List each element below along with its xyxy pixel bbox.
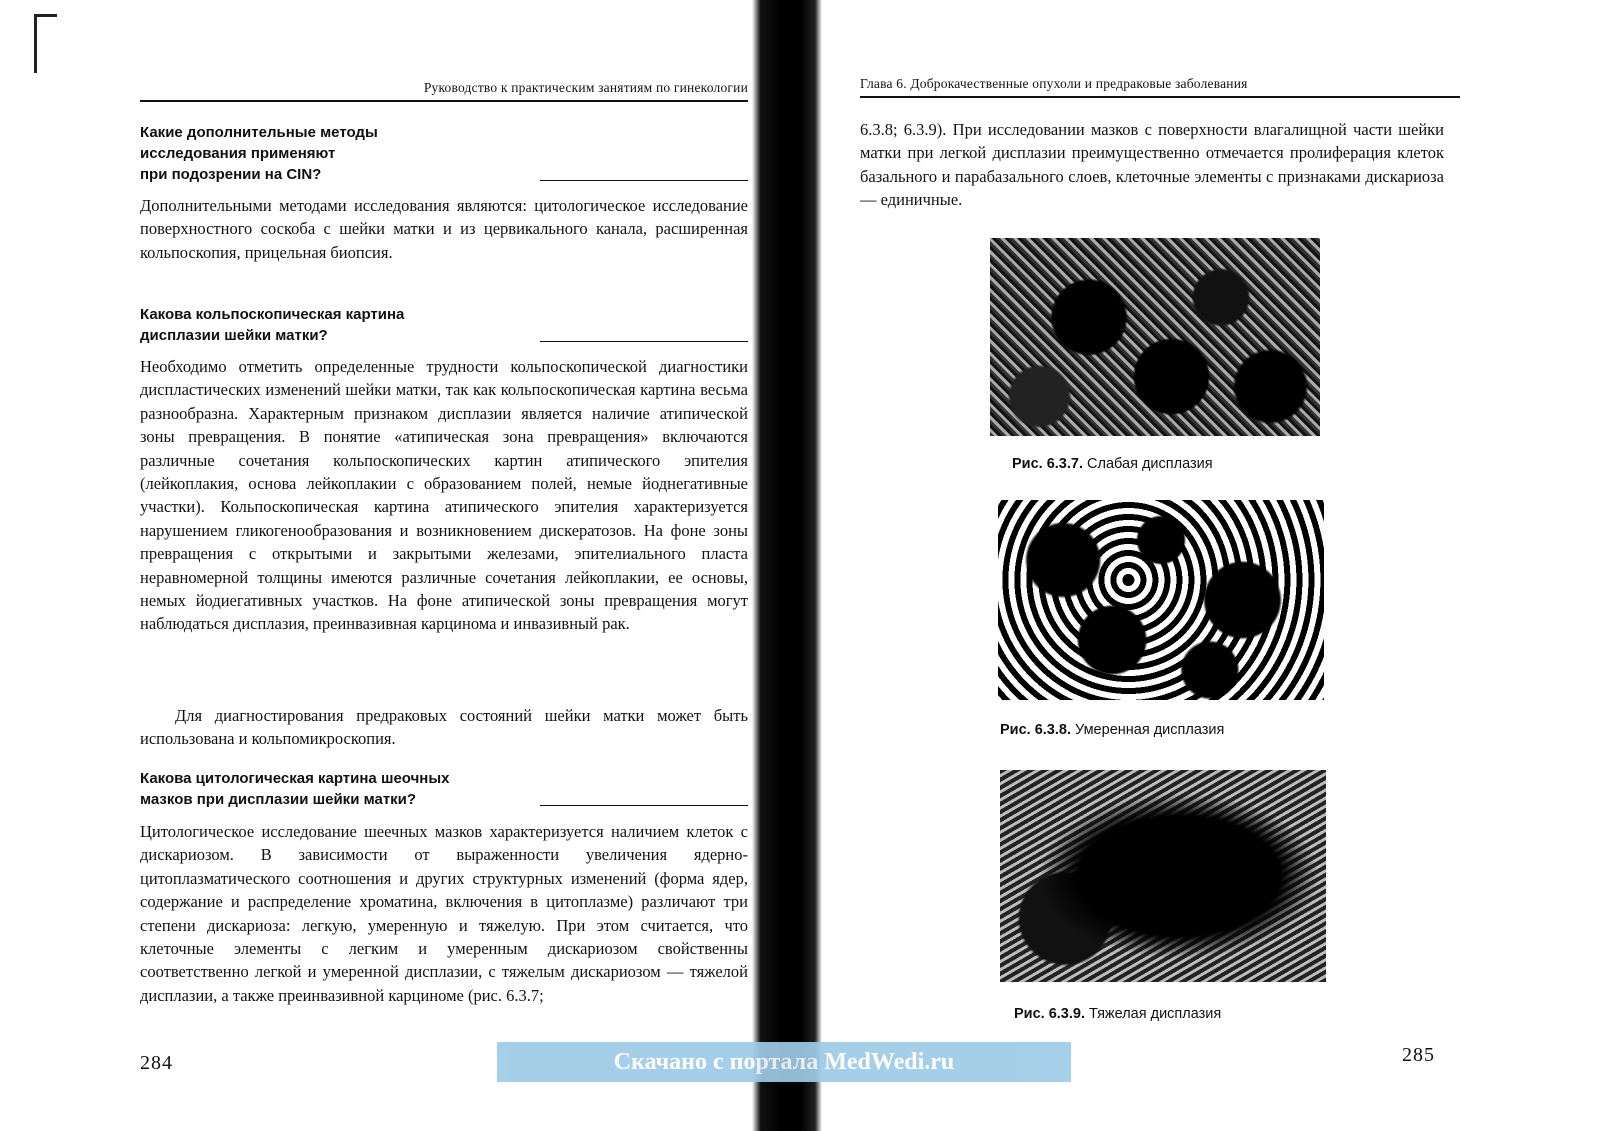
- paragraph: Необходимо отметить определенные трудности кольпоскопической диагностики диспластических изменений шейки матки, так как кольпоскопическая картина весьма разнообразна. Характерным признаком дисплазии является наличие атипической зоны превращения. В понятие «атипическая зона превращения» включаются различные сочетания кольпоскопических картин атипического эпителия (лейкоплакия, основа лейкоплакии с образованием полей, немые йоднегативные участки). Кольпоскопическая картина атипического эпителия характеризуется нарушением гликогенообразования и возникновением дискератозов. На фоне зоны превращения с открытыми и закрытыми железами, эпителиального пласта неравномерной толщины имеются различные сочетания лейкоплакии, ее основы, немых йодиегативных участков. На фоне атипической зоны превращения могут наблюдаться дисплазия, преинвазивная карцинома и инвазивный рак.: [140, 357, 748, 634]
- heading-rule: [540, 341, 748, 342]
- paragraph: Для диагностирования предраковых состояний шейки матки может быть использована и кольпомикроскопия.: [140, 706, 748, 749]
- watermark-banner: Скачано с портала MedWedi.ru: [497, 1042, 1071, 1082]
- paragraph: 6.3.8; 6.3.9). При исследовании мазков с поверхности влагалищной части шейки матки при легкой дисплазии преимущественно отмечается пролиферация клеток базального и парабазального слоев, клеточные элементы с признаками дискариоза — единичные.: [860, 120, 1444, 210]
- micrograph-mild-dysplasia: [990, 238, 1320, 436]
- paragraph: Цитологическое исследование шеечных мазков характеризуется наличием клеток с дискариозом. В зависимости от выраженности увеличения ядерно-цитоплазматического соотношения и других структурных изменений (форма ядер, содержание и распределение хроматина, включения в цитоплазме) различают три степени дискариоза: легкую, умеренную и тяжелую. При этом считается, что клеточные элементы с легким и умеренным дискариозом свойственны соответственно легкой и умеренной дисплазии, с тяжелым дискариозом — тяжелой дисплазии, а также преинвазивной карциноме (рис. 6.3.7;: [140, 822, 748, 1005]
- question-heading-2: [140, 304, 748, 346]
- right-page: [860, 0, 1460, 1131]
- heading-line: при подозрении на CIN?: [140, 166, 322, 183]
- micrograph-moderate-dysplasia: [998, 500, 1324, 700]
- figure-title: Умеренная дисплазия: [1075, 722, 1225, 738]
- right-running-head: Глава 6. Доброкачественные опухоли и предраковые заболевания: [860, 76, 1460, 98]
- figure-caption-1: [1012, 456, 1213, 472]
- heading-line: исследования применяют: [140, 145, 336, 162]
- paragraph: Дополнительными методами исследования являются: цитологическое исследование поверхностного соскоба с шейки матки и из цервикального канала, расширенная кольпоскопия, прицельная биопсия.: [140, 196, 748, 262]
- figure-title: Тяжелая дисплазия: [1089, 1006, 1222, 1022]
- page-number-left: 284: [140, 1052, 173, 1074]
- left-page: [140, 0, 750, 1131]
- figure-caption-2: [1000, 722, 1224, 738]
- heading-line: Какие дополнительные методы: [140, 124, 378, 141]
- heading-line: мазков при дисплазии шейки матки?: [140, 791, 417, 808]
- heading-rule: [540, 180, 748, 181]
- micrograph-severe-dysplasia: [1000, 770, 1326, 982]
- figure-caption-3: [1014, 1006, 1221, 1022]
- figure-number: Рис. 6.3.9.: [1014, 1006, 1085, 1022]
- figure-number: Рис. 6.3.7.: [1012, 456, 1083, 472]
- figure-number: Рис. 6.3.8.: [1000, 722, 1071, 738]
- figure-title: Слабая дисплазия: [1087, 456, 1213, 472]
- question-heading-3: [140, 768, 748, 810]
- heading-line: Какова цитологическая картина шеочных: [140, 770, 450, 787]
- book-spine-shadow: [752, 0, 822, 1131]
- heading-rule: [540, 805, 748, 806]
- heading-line: Какова кольпоскопическая картина: [140, 306, 405, 323]
- crop-mark: [34, 14, 57, 73]
- left-running-head: Руководство к практическим занятиям по гинекологии: [140, 80, 748, 102]
- heading-line: дисплазии шейки матки?: [140, 327, 328, 344]
- question-heading-1: [140, 122, 748, 185]
- page-number-right: 285: [1402, 1044, 1435, 1066]
